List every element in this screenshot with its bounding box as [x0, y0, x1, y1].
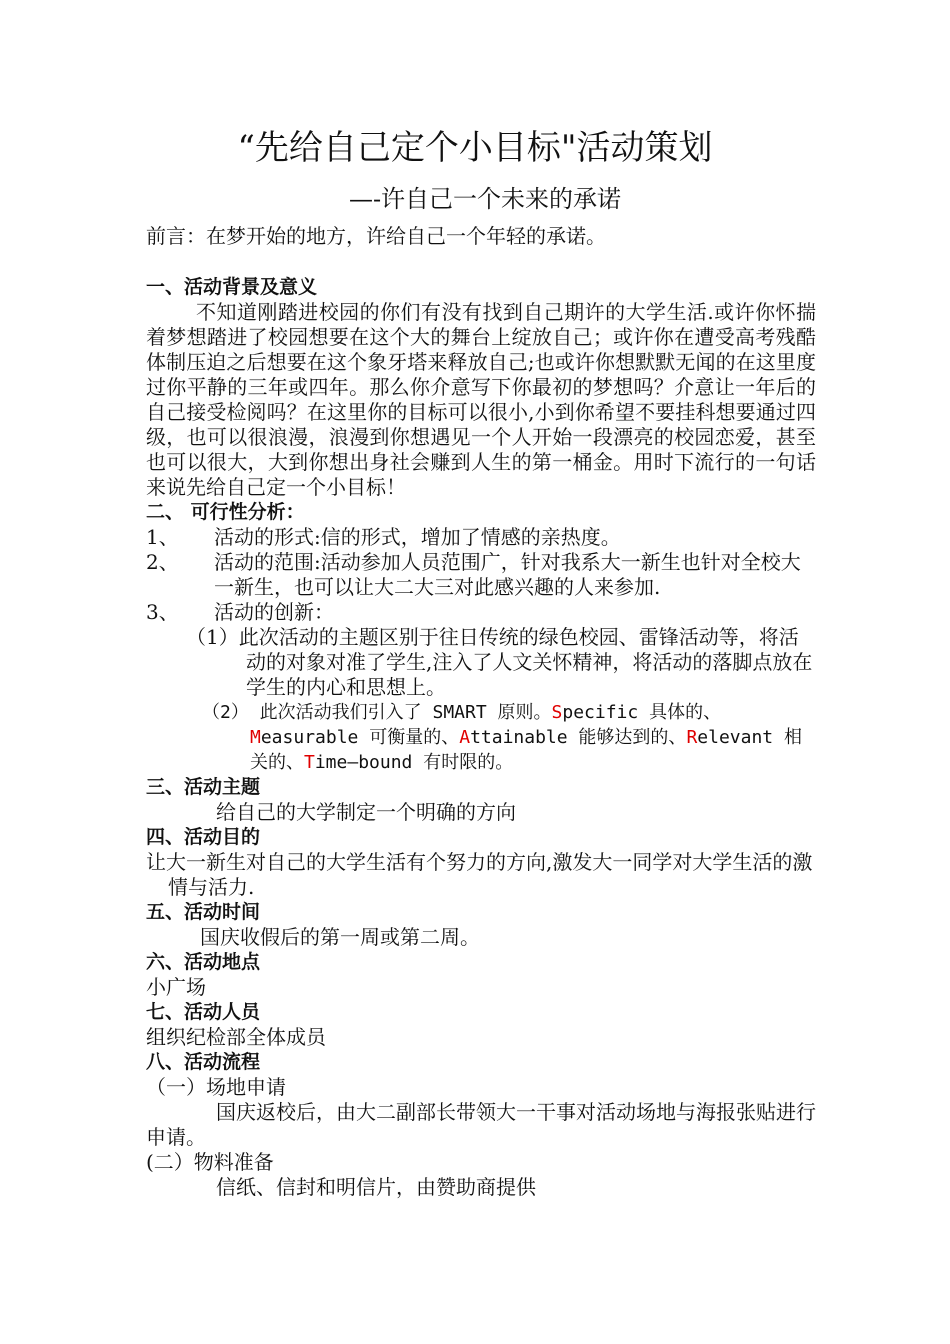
innovation-point-1: （1）此次活动的主题区别于往日传统的绿色校园、雷锋活动等，将活动的对象对准了学生,注入了人文关怀精神，将活动的落脚点放在学生的内心和思想上。	[186, 625, 813, 699]
section-heading-location: 六、活动地点	[146, 951, 261, 973]
theme-text: 给自己的大学制定一个明确的方向	[216, 800, 516, 824]
item-text: 活动的形式:信的形式，增加了情感的亲热度。	[214, 525, 621, 549]
smart-letter-t: T	[304, 752, 315, 773]
process-step-2-body: 信纸、信封和明信片，由赞助商提供	[216, 1175, 536, 1199]
location-text: 小广场	[146, 975, 206, 999]
smart-letter-r: R	[686, 727, 698, 748]
smart-text-a: ttainable 能够达到的、	[470, 727, 687, 748]
section-heading-feasibility: 二、 可行性分析：	[146, 501, 305, 523]
innovation-point-2-smart	[146, 700, 816, 775]
document-subtitle: —-许自己一个未来的承诺	[348, 185, 622, 213]
smart-letter-a: A	[459, 727, 471, 748]
item-number: 3、	[146, 600, 179, 624]
section-heading-background: 一、活动背景及意义	[146, 276, 318, 298]
item-number: 1、	[146, 525, 179, 549]
background-paragraph: 不知道刚踏进校园的你们有没有找到自己期许的大学生活.或许你怀揣着梦想踏进了校园想要在这个大的舞台上绽放自己；或许你在遭受高考残酷体制压迫之后想要在这个象牙塔来释放自己;也或许你想默默无闻的在这里度过你平静的三年或四年。那么你介意写下你最初的梦想吗？介意让一年后的自己接受检阅吗？在这里你的目标可以很小,小到你希望不要挂科想要通过四级，也可以很浪漫，浪漫到你想遇见一个人开始一段漂亮的校园恋爱，甚至也可以很大，大到你想出身社会赚到人生的第一桶金。用时下流行的一句话来说先给自己定一个小目标！	[146, 300, 816, 499]
section-heading-purpose: 四、活动目的	[146, 826, 261, 848]
preface: 前言：在梦开始的地方，许给自己一个年轻的承诺。	[146, 224, 606, 248]
section-heading-theme: 三、活动主题	[146, 776, 261, 798]
item-number: 2、	[146, 550, 179, 574]
document-title: “先给自己定个小目标"活动策划	[237, 128, 713, 168]
smart-text-t: ime—bound 有时限的。	[314, 752, 514, 773]
process-step-1-body: 国庆返校后，由大二副部长带领大一干事对活动场地与海报张贴进行申请。	[146, 1100, 816, 1149]
smart-text-m: easurable 可衡量的、	[260, 727, 460, 748]
section-heading-process: 八、活动流程	[146, 1051, 261, 1073]
smart-prefix: （2） 此次活动我们引入了 SMART 原则。	[202, 702, 552, 723]
item-text: 活动的创新：	[214, 600, 334, 624]
section-heading-staff: 七、活动人员	[146, 1001, 261, 1023]
staff-text: 组织纪检部全体成员	[146, 1025, 326, 1049]
item-text: 活动的范围:活动参加人员范围广，针对我系大一新生也针对全校大一新生，也可以让大二大三对此感兴趣的人来参加.	[214, 550, 801, 599]
smart-letter-s: S	[551, 702, 563, 723]
section-heading-time: 五、活动时间	[146, 901, 261, 923]
smart-letter-m: M	[250, 727, 261, 748]
process-step-1-title: （一）场地申请	[146, 1075, 286, 1099]
feasibility-item	[146, 525, 816, 550]
purpose-text: 让大一新生对自己的大学生活有个努力的方向,激发大一同学对大学生活的激情与活力.	[146, 850, 813, 899]
process-step-2-title: (二）物料准备	[146, 1150, 274, 1174]
feasibility-item	[146, 600, 816, 625]
time-text: 国庆收假后的第一周或第二周。	[200, 925, 480, 949]
smart-text-r: elevant 相关的、	[250, 727, 802, 773]
feasibility-item	[146, 550, 816, 600]
smart-text-s: pecific 具体的、	[562, 702, 722, 723]
document-body	[146, 224, 816, 1200]
